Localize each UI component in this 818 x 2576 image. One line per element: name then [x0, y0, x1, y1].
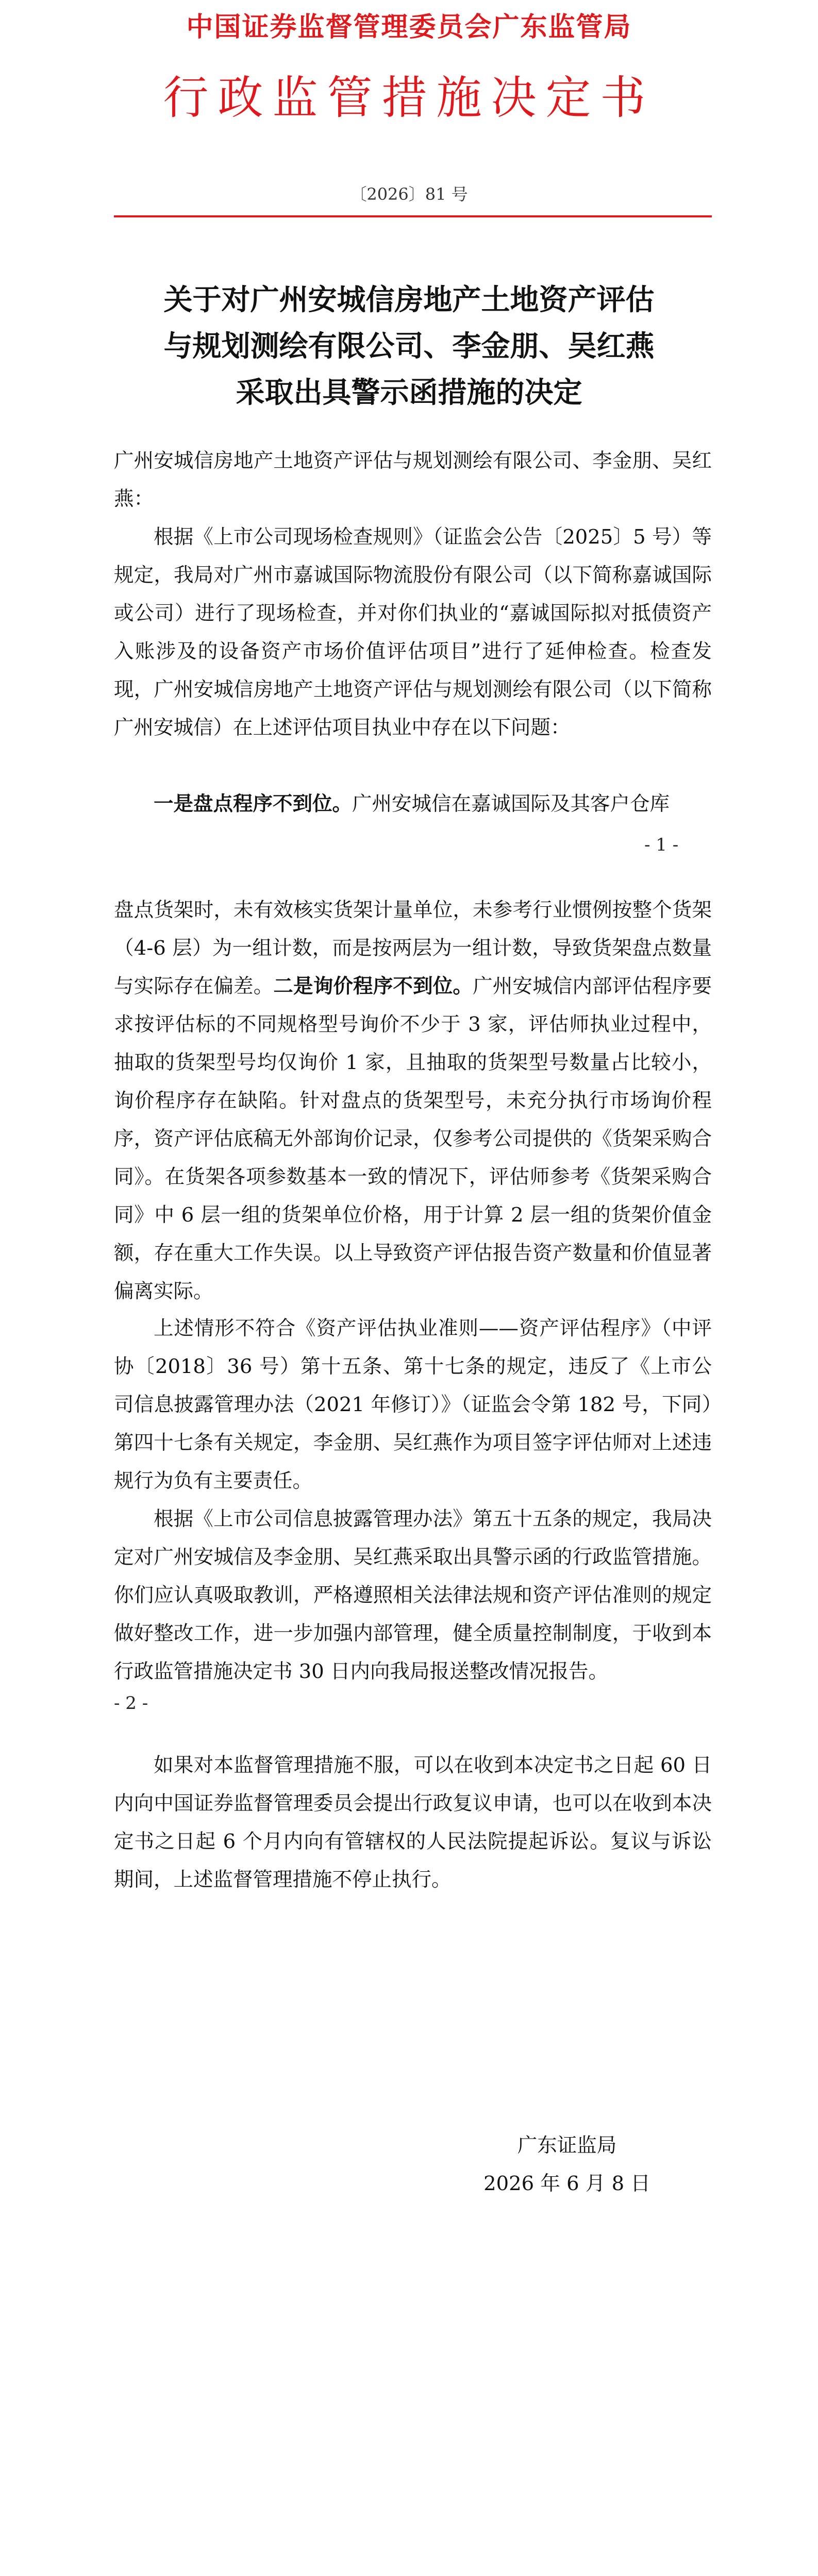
- signature-date: 2026 年 6 月 8 日: [483, 2172, 650, 2195]
- issuing-organization: 中国证券监督管理委员会广东监管局: [186, 12, 632, 43]
- issue-1-text-start: 广州安城信在嘉诚国际及其客户仓库: [352, 792, 670, 816]
- paragraph-inspection-basis: 根据《上市公司现场检查规则》（证监会公告〔2025〕5 号）等规定，我局对广州市嘉诚国际物流股份有限公司（以下简称嘉诚国际或公司）进行了现场检查，并对你们执业的“嘉诚国际拟对抵债资产入账涉及的设备资产市场价值评估项目”进行了延伸检查。检查发现，广州安城信房地产土地资产评估与规划测绘有限公司（以下简称广州安城信）在上述评估项目执业中存在以下问题：: [114, 526, 712, 739]
- addressee: 广州安城信房地产土地资产评估与规划测绘有限公司、李金朋、吴红燕：: [114, 449, 712, 511]
- document-number: 〔2026〕81 号: [350, 184, 468, 204]
- paragraph-violation: 上述情形不符合《资产评估执业准则——资产评估程序》（中评协〔2018〕36 号）第十五条、第十七条的规定，违反了《上市公司信息披露管理办法（2021 年修订）》（证监会令第 182 号，下同）第四十七条有关规定，李金朋、吴红燕作为项目签字评估师对上述违规行为负有主要责任。: [114, 1317, 712, 1493]
- issue-2-heading: 二是询价程序不到位。: [273, 975, 473, 998]
- paragraph-decision: 根据《上市公司信息披露管理办法》第五十五条的规定，我局决定对广州安城信及李金朋、吴红燕采取出具警示函的行政监管措施。你们应认真吸取教训，严格遵照相关法律法规和资产评估准则的规定做好整改工作，进一步加强内部管理，健全质量控制制度，于收到本行政监管措施决定书 30 日内向我局报送整改情况报告。: [114, 1507, 712, 1683]
- page-number-1: - 1 -: [644, 835, 679, 855]
- issue-1-heading: 一是盘点程序不到位。: [154, 792, 353, 816]
- issue-1-text-continued: 盘点货架时，未有效核实货架计量单位，未参考行业惯例按整个货架（4-6 层）为一组计数，而是按两层为一组计数，导致货架盘点数量与实际存在偏差。: [114, 899, 712, 998]
- title-line-1: 关于对广州安城信房地产土地资产评估: [163, 283, 655, 317]
- document-type-title: 行政监管措施决定书: [163, 71, 655, 124]
- issue-1-continuation: [114, 891, 712, 1311]
- signature-issuer: 广东证监局: [517, 2134, 617, 2157]
- title-line-3: 采取出具警示函措施的决定: [236, 376, 582, 410]
- paragraph-appeal-rights: 如果对本监督管理措施不服，可以在收到本决定书之日起 60 日内向中国证券监督管理委员会提出行政复议申请，也可以在收到本决定书之日起 6 个月内向有管辖权的人民法院提起诉讼。复议与诉讼期间，上述监督管理措施不停止执行。: [114, 1754, 712, 1891]
- issue-2-text: 广州安城信内部评估程序要求按评估标的不同规格型号询价不少于 3 家，评估师执业过程中，抽取的货架型号均仅询价 1 家，且抽取的货架型号数量占比较小，询价程序存在缺陷。针对盘点的货架型号，未充分执行市场询价程序，资产评估底稿无外部询价记录，仅参考公司提供的《货架采购合同》。在货架各项参数基本一致的情况下，评估师参考《货架采购合同》中 6 层一组的货架单位价格，用于计算 2 层一组的货架价值金额，存在重大工作失误。以上导致资产评估报告资产数量和价值显著偏离实际。: [114, 975, 712, 1303]
- page-number-2: - 2 -: [114, 1693, 148, 1714]
- title-line-2: 与规划测绘有限公司、李金朋、吴红燕: [163, 330, 655, 363]
- issue-1-start: [114, 785, 712, 823]
- red-divider: [114, 215, 712, 217]
